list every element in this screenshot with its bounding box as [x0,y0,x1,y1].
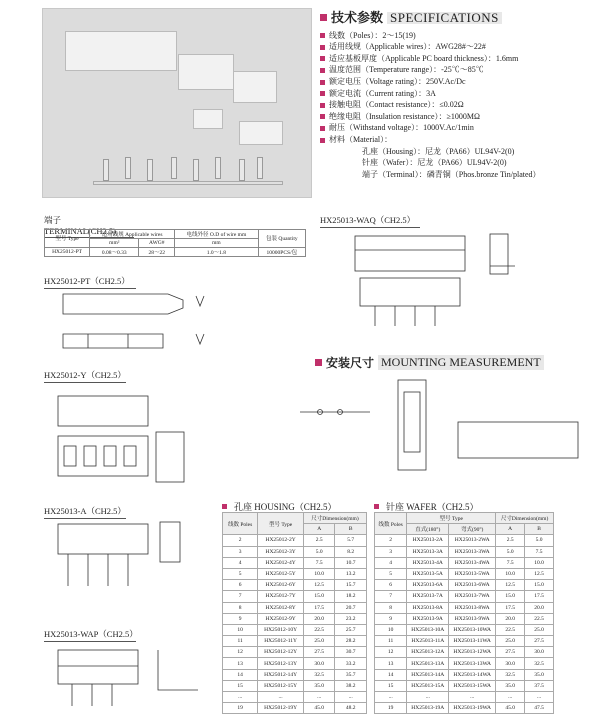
housing-part-image [178,54,234,90]
spec-item: 额定电压（Voltage rating）：250V.Ac/Dc [320,76,605,88]
bullet-square-icon [320,45,325,50]
bullet-square-icon [320,126,325,131]
spec-item: 接触电阻（Contact resistance）：≤0.02Ω [320,99,605,111]
bullet-square-icon [320,14,327,21]
spec-item: 耐压（Withstand voltage）：1000V.Ac/1min [320,122,605,134]
pt-section-label: HX25012-PT（CH2.5） [44,275,136,289]
table-row: 5 HX25012-5Y 10.0 13.2 [223,568,367,579]
terminal-header-type: 型号 Type [45,230,90,248]
table-row: 15 HX25012-15Y 35.0 38.2 [223,680,367,691]
spec-item: 适用线规（Applicable wires）：AWG28#～22# [320,41,605,53]
wap-wafer-drawing [48,640,213,718]
housing-part-image [233,71,277,103]
product-photo [42,8,312,198]
wap-section-label: HX25013-WAP（CH2.5） [44,628,136,642]
table-row: 2 HX25012-2Y 2.5 5.7 [223,535,367,546]
table-row: 12 HX25013-12A HX25013-12WA 27.5 30.0 [375,647,554,658]
table-row: 8 HX25013-8A HX25013-8WA 17.5 20.0 [375,602,554,613]
table-row: 13 HX25012-13Y 30.0 33.2 [223,658,367,669]
bullet-square-icon [320,138,325,143]
y-section-label: HX25012-Y（CH2.5） [44,369,126,383]
material-item: 针座（Wafer）：尼龙（PA66）UL94V-2(0) [362,158,507,168]
mounting-heading: 安装尺寸 MOUNTING MEASUREMENT [315,354,544,371]
bullet-square-icon [320,33,325,38]
spec-item: 绝缘电阻（Insulation resistance）：≥1000MΩ [320,111,605,123]
table-row: 14 HX25013-14A HX25013-14WA 32.5 35.0 [375,669,554,680]
bullet-square-icon [320,80,325,85]
spec-item: 材料（Material）： [320,134,605,146]
material-item: 孔座（Housing）：尼龙（PA66）UL94V-2(0) [362,146,515,156]
mounting-drawing [300,372,600,487]
table-row: 15 HX25013-15A HX25013-15WA 35.0 37.5 [375,680,554,691]
terminal-header-wires: 适用线规 Applicable wires [90,230,175,239]
table-row: 9 HX25012-9Y 20.0 23.2 [223,613,367,624]
housing-part-image [65,31,177,71]
terminal-header-od: 电线外径 O.D of wire mm [175,230,259,239]
table-row: 12 HX25012-12Y 27.5 30.7 [223,647,367,658]
table-row: 8 HX25012-8Y 17.5 20.7 [223,602,367,613]
terminal-section-label: 端子 TERMINAL(CH2.5) [44,214,134,238]
pt-terminal-drawing [48,286,218,376]
table-row: 13 HX25013-13A HX25013-13WA 30.0 32.5 [375,658,554,669]
table-row: 14 HX25012-14Y 32.5 35.7 [223,669,367,680]
spec-item: 额定电流（Current rating）：3A [320,88,605,100]
table-row: 7 HX25013-7A HX25013-7WA 15.0 17.5 [375,591,554,602]
bullet-square-icon [320,114,325,119]
table-row: 6 HX25012-6Y 12.5 15.7 [223,580,367,591]
table-row: 4 HX25012-4Y 7.5 10.7 [223,557,367,568]
table-row: 11 HX25013-11A HX25013-11WA 25.0 27.5 [375,636,554,647]
bullet-square-icon [320,103,325,108]
specifications-title: 技术参数 SPECIFICATIONS [320,12,605,24]
table-row: HX25012-PT 0.08～0.33 28～22 1.0～1.8 10000PCS/包 [45,247,306,256]
wafer-table: 线数 Poles 型号 Type 尺寸Dimension(mm) 直式(180°) 弯式(90°) A B 2 HX25013-2A HX25013-2WA 2.5 5.0 3 HX25013-3A HX25013-3WA 5.0 7.5 4 HX25013-4A HX25013-4WA 7.5 10.0 5 HX25013-5A HX25013-5WA 10.0 12.5 6 HX25013-6A HX25013-6WA 12.5 15.0 7 HX25013-7A HX25013-7WA 15.0 17.5 8 HX25013-8A HX25013-8WA 17.5 20.0 9 HX25013-9A HX25013-9WA 20.0 22.5 10 HX25013-10A HX25013-10WA 22.5 25.0 11 HX25013-11A HX25013-11WA 25.0 27.5 12 HX25013-12A HX25013-12WA 27.5 30.0 13 HX25013-13A HX25013-13WA 30.0 32.5 14 HX25013-14A HX25013-14WA 32.5 35.0 15 HX25013-15A HX25013-15WA 35.0 37.5 ... ... ... ... ... 19 HX25013-19A HX25013-19WA 45.0 47.5 [374,512,554,714]
material-item: 端子（Terminal）：磷青铜（Phos.bronze Tin/plated） [362,169,541,179]
table-row: 10 HX25013-10A HX25013-10WA 22.5 25.0 [375,624,554,635]
waq-drawing [325,226,525,344]
table-row: 5 HX25013-5A HX25013-5WA 10.0 12.5 [375,568,554,579]
table-row: 9 HX25013-9A HX25013-9WA 20.0 22.5 [375,613,554,624]
spec-item: 适应基板厚度（Applicable PC board thickness）：1.6mm [320,53,605,65]
bullet-square-icon [320,56,325,61]
table-row: 4 HX25013-4A HX25013-4WA 7.5 10.0 [375,557,554,568]
housing-table: 线数 Poles 型号 Type 尺寸Dimension(mm) A B 2 HX25012-2Y 2.5 5.7 3 HX25012-3Y 5.0 8.2 4 HX25012-4Y 7.5 10.7 5 HX25012-5Y 10.0 13.2 6 HX25012-6Y 12.5 15.7 7 HX25012-7Y 15.0 18.2 8 HX25012-8Y 17.5 20.7 9 HX25012-9Y 20.0 23.2 10 HX25012-10Y 22.5 25.7 11 HX25012-11Y 25.0 28.2 12 HX25012-12Y 27.5 30.7 13 HX25012-13Y 30.0 33.2 14 HX25012-14Y 32.5 35.7 15 HX25012-15Y 35.0 38.2 ... ... ... ... 19 HX25012-19Y 45.0 48.2 [222,512,367,714]
table-row: 10 HX25012-10Y 22.5 25.7 [223,624,367,635]
spec-item: 温度范围（Temperature range）：-25℃～85℃ [320,64,605,76]
spec-list [320,30,605,146]
a-section-label: HX25013-A（CH2.5） [44,505,126,519]
terminal-header-quantity: 包装 Quantity [258,230,305,248]
table-row: 19 HX25012-19Y 45.0 48.2 [223,703,367,714]
table-row: 6 HX25013-6A HX25013-6WA 12.5 15.0 [375,580,554,591]
a-wafer-drawing [48,516,198,616]
waq-section-label: HX25013-WAQ（CH2.5） [320,214,420,228]
specifications-panel [320,12,605,180]
bullet-square-icon [315,359,322,366]
table-row: ... ... ... ... [223,692,367,703]
table-row: 2 HX25013-2A HX25013-2WA 2.5 5.0 [375,535,554,546]
table-row: 19 HX25013-19A HX25013-19WA 45.0 47.5 [375,703,554,714]
table-row: 3 HX25013-3A HX25013-3WA 5.0 7.5 [375,546,554,557]
table-row: 11 HX25012-11Y 25.0 28.2 [223,636,367,647]
bullet-square-icon [320,91,325,96]
wafer-part-image [239,121,283,145]
housing-table-title: 孔座 HOUSING（CH2.5） [222,500,337,513]
bullet-square-icon [374,504,379,509]
material-list [320,146,605,181]
y-housing-drawing [48,380,198,502]
bullet-square-icon [320,68,325,73]
spec-item: 线数（Poles）：2～15(19) [320,30,605,42]
bullet-square-icon [222,504,227,509]
terminal-table: 型号 Type 适用线规 Applicable wires 电线外径 O.D of wire mm 包装 Quantity mm² AWG# mm HX25012-PT 0.08～0.33 28～22 1.0～1.8 10000PCS/包 [44,229,306,257]
wafer-table-title: 针座 WAFER（CH2.5） [374,500,479,513]
table-row: ... ... ... ... ... [375,692,554,703]
table-row: 7 HX25012-7Y 15.0 18.2 [223,591,367,602]
table-row: 3 HX25012-3Y 5.0 8.2 [223,546,367,557]
wafer-part-image [193,109,223,129]
